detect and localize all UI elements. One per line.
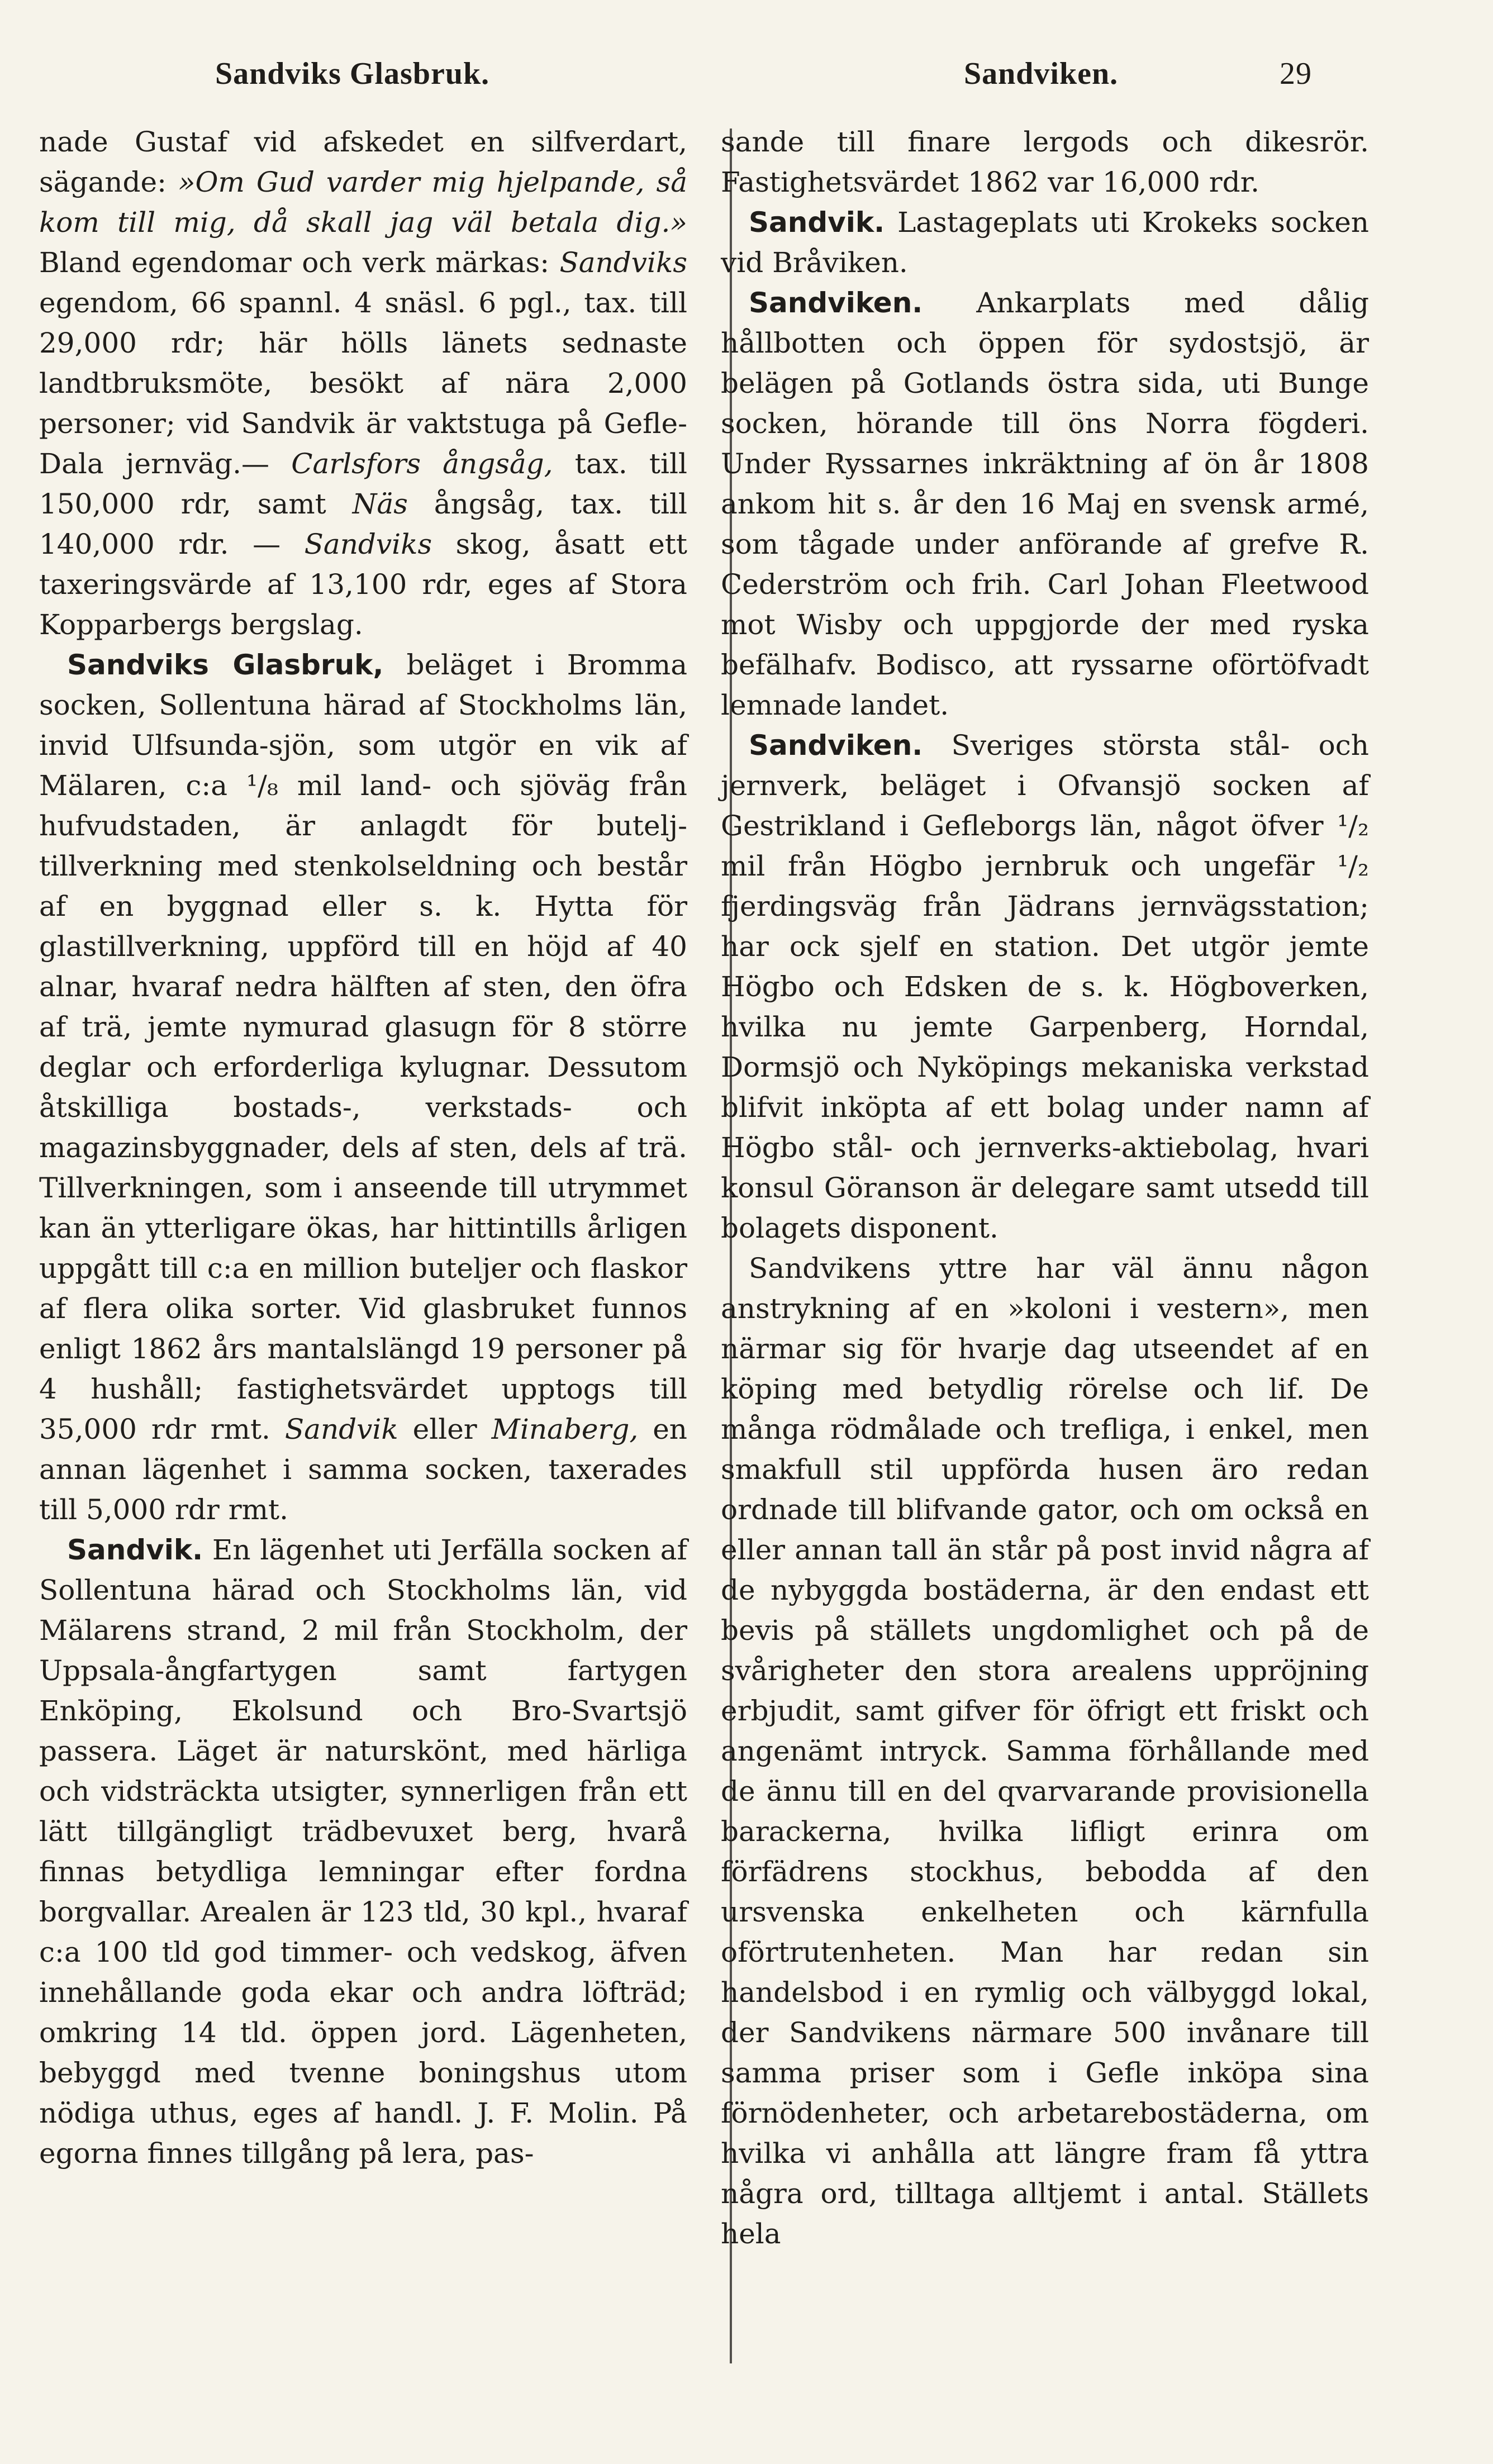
- entry-sandviks-glasbruk: [39, 645, 687, 1530]
- place-name-italic: Näs: [352, 488, 408, 520]
- text-run: tax. till 150,000 rdr, samt: [39, 448, 687, 520]
- paragraph-continuation: [721, 122, 1369, 202]
- place-name-italic: Minaberg,: [491, 1413, 639, 1445]
- text-run: Ankarplats med dålig hållbotten och öppen för sydostsjö, är belägen på Gotlands östra sida, uti Bunge socken, hörande till öns Norra fögderi. Under Ryssarnes inkräktning af ön år 1808 ankom hit s. år den 16 Maj en svensk armé, som tågade under anförande af grefve R. Cederström och frih. Carl Johan Fleetwood mot Wisby och uppgjorde der med ryska befälhafv. Bodisco, att ryssarne oförtöfvadt lemnade landet.: [721, 287, 1369, 721]
- right-column: [721, 122, 1369, 2254]
- left-column: [39, 122, 687, 2173]
- entry-heading: Sandvik.: [749, 206, 885, 239]
- text-run: Sveriges största stål- och jernverk, beläget i Ofvansjö socken af Gestrikland i Gefleborgs län, något öfver ¹/₂ mil från Högbo jernbruk och ungefär ¹/₂ fjerdingsväg från Jädrans jernvägsstation; har ock sjelf en station. Det utgör jemte Högbo och Edsken de s. k. Högboverken, hvilka nu jemte Garpenberg, Horndal, Dormsjö och Nyköpings mekaniska verkstad blifvit inköpta af ett bolag under namn af Högbo stål- och jernverks-aktiebolag, hvari konsul Göranson är delegare samt utsedd till bolagets disponent.: [721, 729, 1369, 1244]
- text-run: skog, åsatt ett taxeringsvärde af 13,100 rdr, eges af Stora Kopparbergs bergslag.: [39, 528, 687, 641]
- motto-italic: »Om Gud varder mig hjelpande, så kom till mig, då skall jag väl betala dig.»: [39, 166, 687, 239]
- running-head: [0, 56, 1493, 101]
- text-run: sande till finare lergods och dikesrör. Fastighetsvärdet 1862 var 16,000 rdr.: [721, 126, 1369, 198]
- place-name-italic: Sandviks: [304, 528, 432, 560]
- entry-heading: Sandviken.: [749, 287, 923, 319]
- text-run: eller: [398, 1413, 492, 1445]
- entry-sandviken-steelworks: [721, 725, 1369, 1248]
- text-run: beläget i Bromma socken, Sollentuna härad af Stockholms län, invid Ulfsunda-sjön, som utgör en vik af Mälaren, c:a ¹/₈ mil land- och sjöväg från hufvudstaden, är anlagdt för butelj-tillverkning med stenkolseldning och består af en byggnad eller s. k. Hytta för glastillverkning, uppförd till en höjd af 40 alnar, hvaraf nedra hälften af sten, den öfra af trä, jemte nymurad glasugn för 8 större deglar och erforderliga kylugnar. Dessutom åtskilliga bostads-, verkstads- och magazinsbyggnader, dels af sten, dels af trä. Tillverkningen, som i anseende till utrymmet kan än ytterligare ökas, har hittintills årligen uppgått till c:a en million buteljer och flaskor af flera olika sorter. Vid glasbruket funnos enligt 1862 års mantalslängd 19 personer på 4 hushåll; fastighetsvärdet upptogs till 35,000 rdr rmt.: [39, 649, 688, 1445]
- place-name-italic: Sandvik: [284, 1413, 398, 1445]
- page-number: 29: [1280, 56, 1312, 91]
- text-run: Lastageplats uti Krokeks socken vid Bråviken.: [721, 206, 1369, 279]
- entry-heading: Sandviken.: [749, 729, 923, 762]
- entry-sandvik-krokek: [721, 202, 1369, 283]
- place-name-italic: Sandviks: [559, 246, 687, 279]
- entry-heading: Sandviks Glasbruk,: [67, 649, 384, 681]
- text-run: nade Gustaf vid afskedet en silfverdart, sägande:: [39, 126, 687, 198]
- text-run: Bland egendomar och verk märkas:: [39, 246, 560, 279]
- paragraph-continuation: [39, 122, 687, 645]
- text-run: en annan lägenhet i samma socken, taxerades till 5,000 rdr rmt.: [39, 1413, 687, 1526]
- place-name-italic: Carlsfors ångsåg,: [291, 448, 553, 480]
- entry-sandvik-jerfalla: [39, 1530, 687, 2173]
- text-run: ångsåg, tax. till 140,000 rdr. —: [39, 488, 687, 560]
- entry-sandviken-gotland: [721, 283, 1369, 725]
- entry-heading: Sandvik.: [67, 1534, 203, 1566]
- text-run: Sandvikens yttre har väl ännu någon anstrykning af en »koloni i vestern», men närmar sig för hvarje dag utseendet af en köping med betydlig rörelse och lif. De många rödmålade och trefliga, i enkel, men smakfull stil uppförda husen äro redan ordnade till blifvande gator, och om också en eller annan tall än står på post invid några af de nybyggda bostäderna, är den endast ett bevis på ställets ungdomlighet och på de svårigheter den stora arealens uppröjning erbjudit, samt gifver för öfrigt ett friskt och angenämt intryck. Samma förhållande med de ännu till en del qvarvarande provisionella barackerna, hvilka lifligt erinra om förfädrens stockhus, bebodda af den ursvenska enkelheten och kärnfulla oförtrutenheten. Man har redan sin handelsbod i en rymlig och välbyggd lokal, der Sandvikens närmare 500 invånare till samma priser som i Gefle inköpa sina förnödenheter, och arbetarebostäderna, om hvilka vi anhålla att längre fram få yttra några ord, tilltaga alltjemt i antal. Ställets hela: [721, 1252, 1369, 2250]
- running-head-left: Sandviks Glasbruk.: [215, 56, 490, 91]
- running-head-right: Sandviken.: [964, 56, 1119, 91]
- text-run: egendom, 66 spannl. 4 snäsl. 6 pgl., tax. till 29,000 rdr; här hölls länets sednaste landtbruksmöte, besökt af nära 2,000 personer; vid Sandvik är vaktstuga på Gefle-Dala jernväg.—: [39, 287, 687, 480]
- paragraph-sandviken-description: [721, 1248, 1369, 2254]
- text-run: En lägenhet uti Jerfälla socken af Sollentuna härad och Stockholms län, vid Mälarens strand, 2 mil från Stockholm, der Uppsala-ångfartygen samt fartygen Enköping, Ekolsund och Bro-Svartsjö passera. Läget är naturskönt, med härliga och vidsträckta utsigter, synnerligen från ett lätt tillgängligt trädbevuxet berg, hvarå finnas betydliga lemningar efter fordna borgvallar. Arealen är 123 tld, 30 kpl., hvaraf c:a 100 tld god timmer- och vedskog, äfven innehållande goda ekar och andra löfträd; omkring 14 tld. öppen jord. Lägenheten, bebyggd med tvenne boningshus utom nödiga uthus, eges af handl. J. F. Molin. På egorna finnes tillgång på lera, pas-: [39, 1534, 687, 2170]
